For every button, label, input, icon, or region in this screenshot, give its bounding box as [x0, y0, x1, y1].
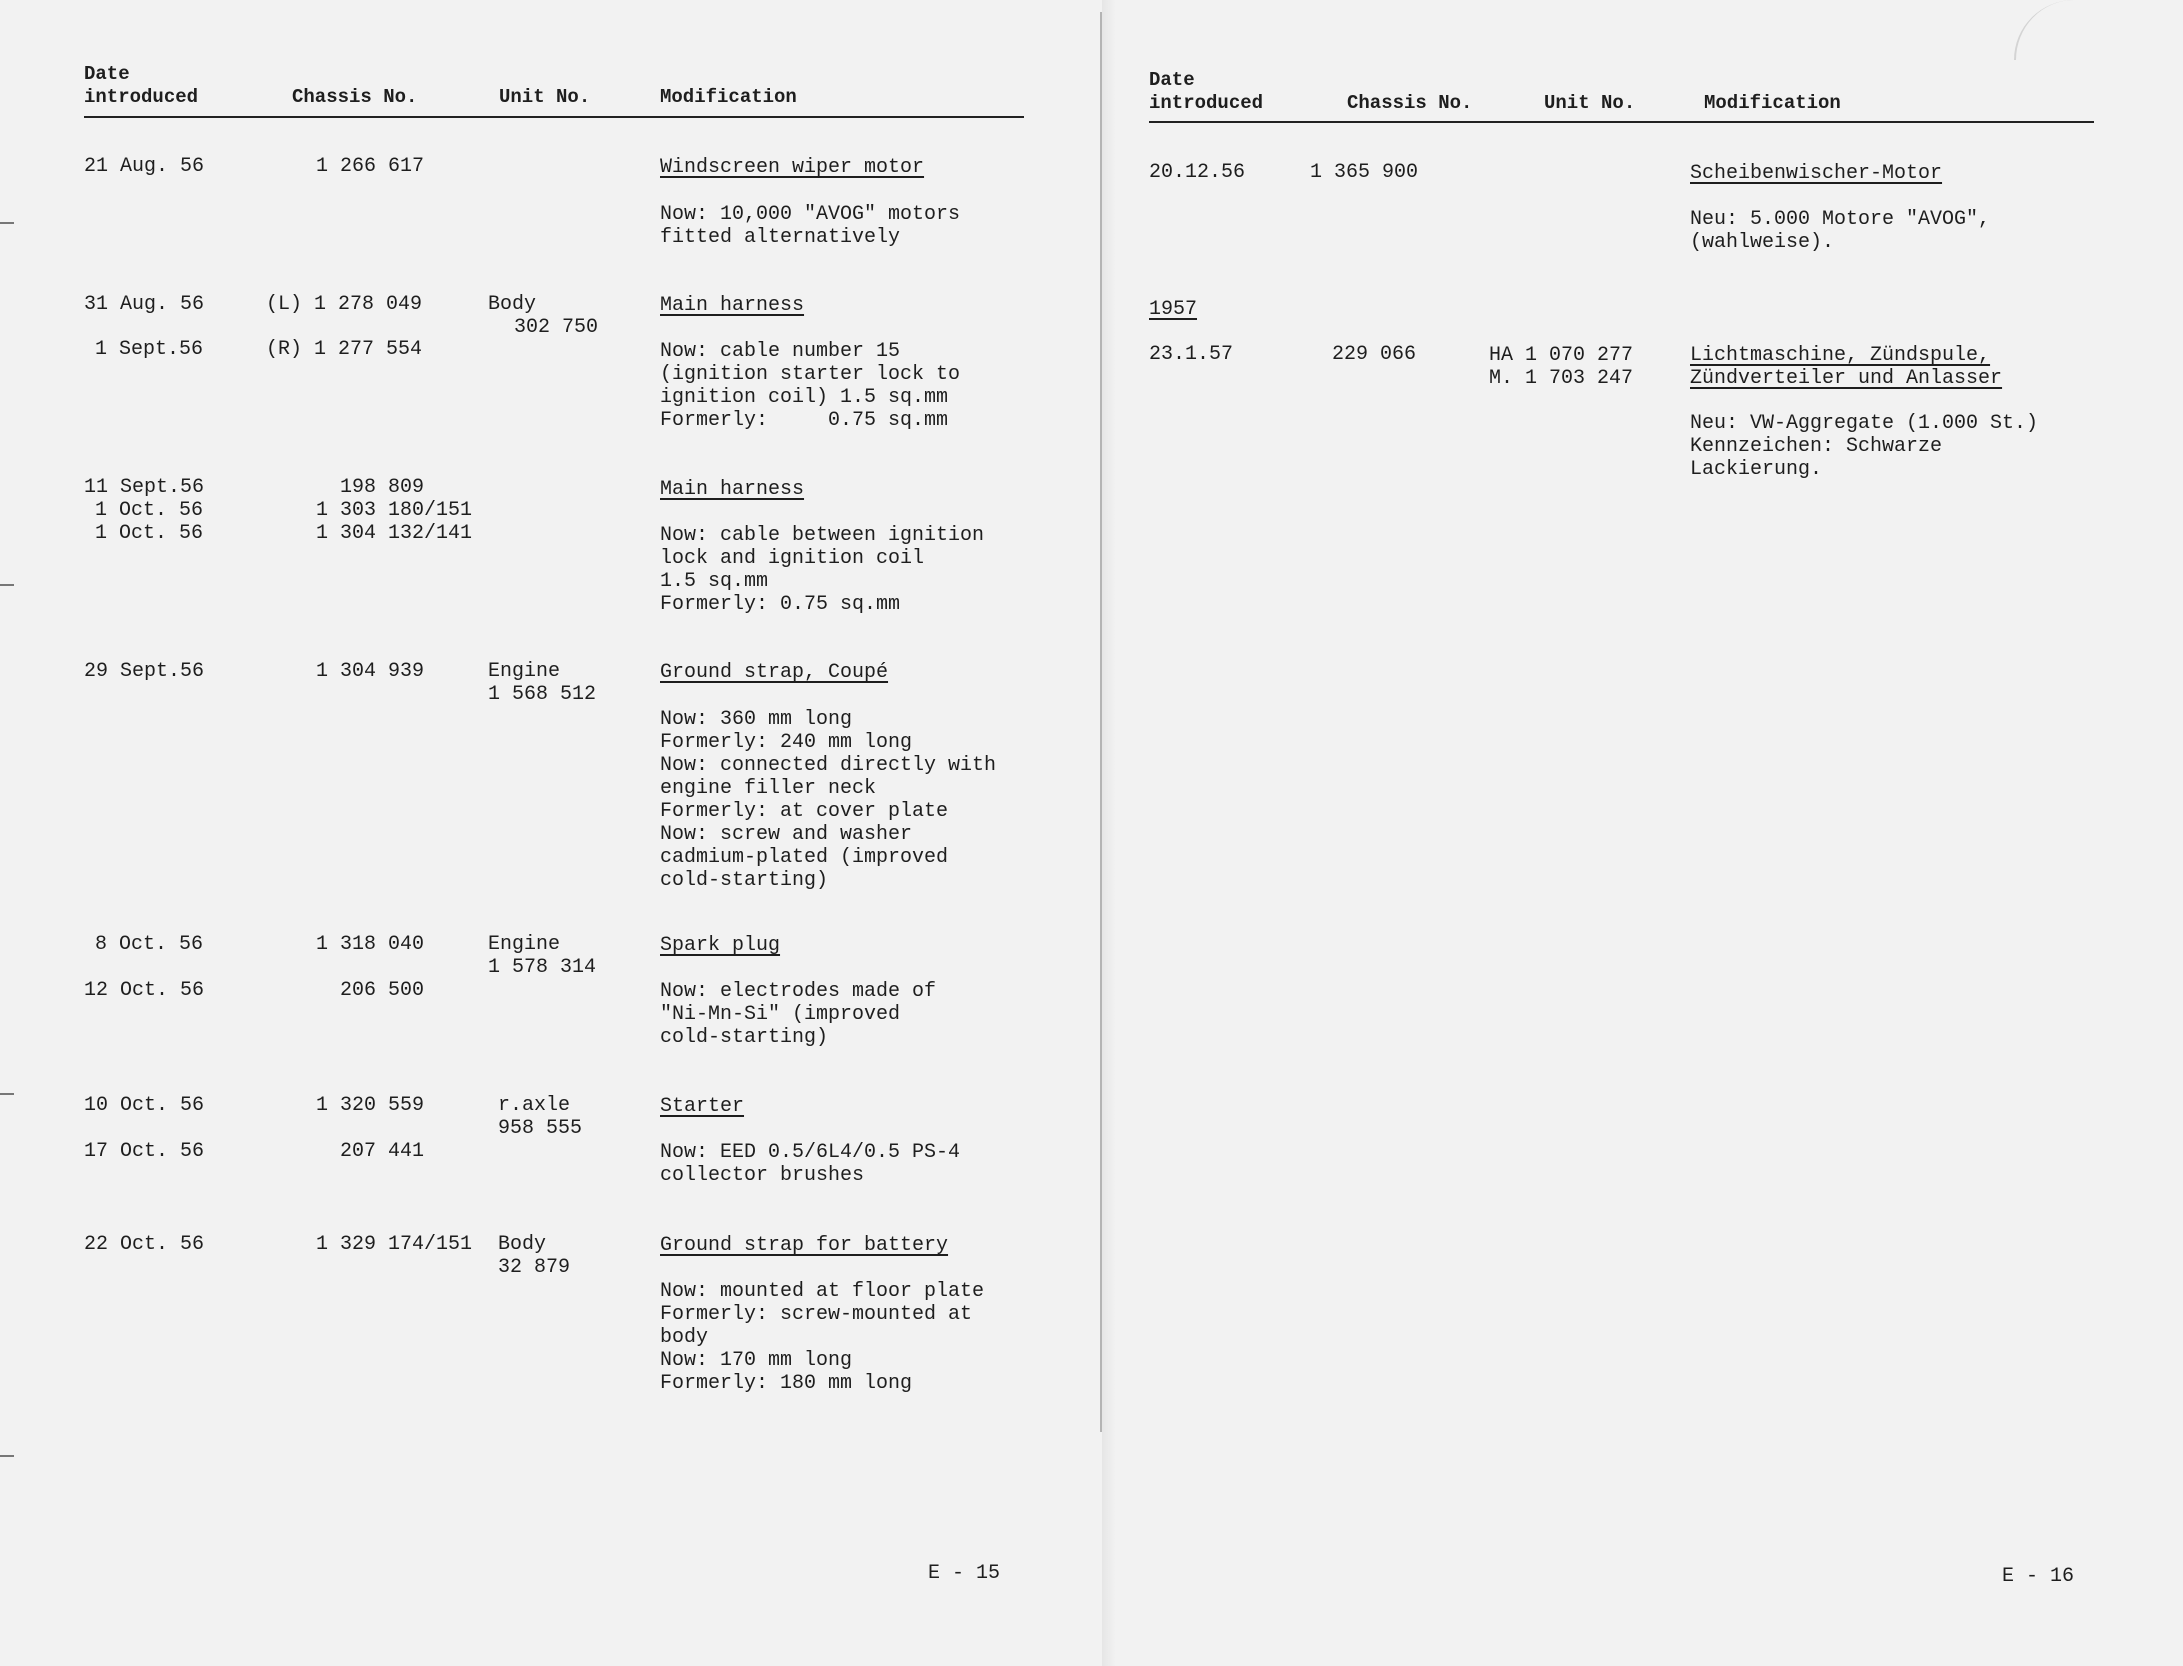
entry-date: 22 Oct. 56	[84, 1233, 205, 1256]
entry-unit: HA 1 070 277	[1489, 344, 1634, 367]
entry-unit: r.axle	[498, 1094, 571, 1117]
entry-text: Now: cable number 15 (ignition starter lock to ignition coil) 1.5 sq.mm Formerly: 0.75 sq.mm	[660, 340, 961, 432]
entry-chassis: 1 318 040	[316, 933, 425, 956]
entry-chassis: 1 320 559	[316, 1094, 425, 1117]
entry-date: 21 Aug. 56	[84, 155, 205, 178]
header-rule	[1149, 121, 2094, 123]
entry-title: Spark plug	[660, 934, 781, 957]
entry-chassis: 1 304 939	[316, 660, 425, 683]
entry-date: 29 Sept.56	[84, 660, 205, 683]
entry-date: 10 Oct. 56	[84, 1094, 205, 1117]
entry-text: Now: 10,000 "AVOG" motors fitted alternatively	[660, 203, 961, 249]
entry-title: Ground strap, Coupé	[660, 661, 889, 684]
entry-text: Now: cable between ignition lock and ignition coil 1.5 sq.mm Formerly: 0.75 sq.mm	[660, 524, 985, 616]
col-header-chassis: Chassis No.	[1347, 92, 1473, 114]
entry-chassis: 1 304 132/141	[316, 522, 473, 545]
entry-unit: 1 578 314	[488, 956, 597, 979]
col-header-date: Date introduced	[1149, 69, 1264, 114]
col-header-unit: Unit No.	[1544, 92, 1636, 114]
page-number: E - 16	[2002, 1565, 2075, 1588]
entry-unit: Engine	[488, 933, 561, 956]
entry-text: Neu: VW-Aggregate (1.000 St.) Kennzeichen: Schwarze Lackierung.	[1690, 412, 2039, 481]
col-header-unit: Unit No.	[499, 86, 591, 108]
col-header-chassis: Chassis No.	[292, 86, 418, 108]
entry-chassis: 206 500	[340, 979, 425, 1002]
entry-chassis: 1 303 180/151	[316, 499, 473, 522]
entry-date: 17 Oct. 56	[84, 1140, 205, 1163]
entry-unit: 958 555	[498, 1117, 583, 1140]
entry-text: Now: 360 mm long Formerly: 240 mm long Now: connected directly with engine filler neck Formerly: at cover plate Now: screw and washer cadmium-plated (improved cold-starting)	[660, 708, 997, 892]
entry-unit: M. 1 703 247	[1489, 367, 1634, 390]
entry-date: 1 Sept.56	[95, 338, 204, 361]
col-header-modification: Modification	[1704, 92, 1841, 114]
entry-unit: 302 750	[514, 316, 599, 339]
entry-date: 20.12.56	[1149, 161, 1246, 184]
entry-title: Main harness	[660, 478, 805, 501]
year-heading: 1957	[1149, 298, 1198, 321]
entry-unit: 32 879	[498, 1256, 571, 1279]
entry-title: Starter	[660, 1095, 745, 1118]
entry-date: 11 Sept.56	[84, 476, 205, 499]
entry-title: Main harness	[660, 294, 805, 317]
entry-date: 1 Oct. 56	[95, 499, 204, 522]
col-header-modification: Modification	[660, 86, 797, 108]
entry-chassis: 1 365 900	[1310, 161, 1419, 184]
entry-chassis: 1 329 174/151	[316, 1233, 473, 1256]
col-header-date: Date introduced	[84, 63, 199, 108]
entry-title: Ground strap for battery	[660, 1234, 949, 1257]
page-number: E - 15	[928, 1562, 1001, 1585]
entry-date: 23.1.57	[1149, 343, 1234, 366]
entry-chassis: 1 266 617	[316, 155, 425, 178]
entry-text: Now: EED 0.5/6L4/0.5 PS-4 collector brushes	[660, 1141, 961, 1187]
page-e-16	[1100, 0, 2183, 1666]
entry-unit: 1 568 512	[488, 683, 597, 706]
header-rule	[84, 116, 1024, 118]
entry-text: Neu: 5.000 Motore "AVOG", (wahlweise).	[1690, 208, 1991, 254]
entry-unit: Body	[488, 293, 537, 316]
entry-text: Now: mounted at floor plate Formerly: screw-mounted at body Now: 170 mm long Formerly: 180 mm long	[660, 1280, 985, 1395]
entry-text: Now: electrodes made of "Ni-Mn-Si" (improved cold-starting)	[660, 980, 937, 1049]
entry-date: 8 Oct. 56	[95, 933, 204, 956]
entry-chassis: (L) 1 278 049	[266, 293, 423, 316]
entry-date: 12 Oct. 56	[84, 979, 205, 1002]
entry-date: 1 Oct. 56	[95, 522, 204, 545]
entry-chassis: 207 441	[340, 1140, 425, 1163]
entry-title: Windscreen wiper motor	[660, 156, 925, 179]
entry-chassis: 198 809	[340, 476, 425, 499]
entry-chassis: 229 066	[1332, 343, 1417, 366]
entry-title: Scheibenwischer-Motor	[1690, 162, 1943, 185]
entry-chassis: (R) 1 277 554	[266, 338, 423, 361]
entry-unit: Engine	[488, 660, 561, 683]
entry-title: Lichtmaschine, Zündspule, Zündverteiler und Anlasser	[1690, 344, 2003, 390]
entry-unit: Body	[498, 1233, 547, 1256]
entry-date: 31 Aug. 56	[84, 293, 205, 316]
